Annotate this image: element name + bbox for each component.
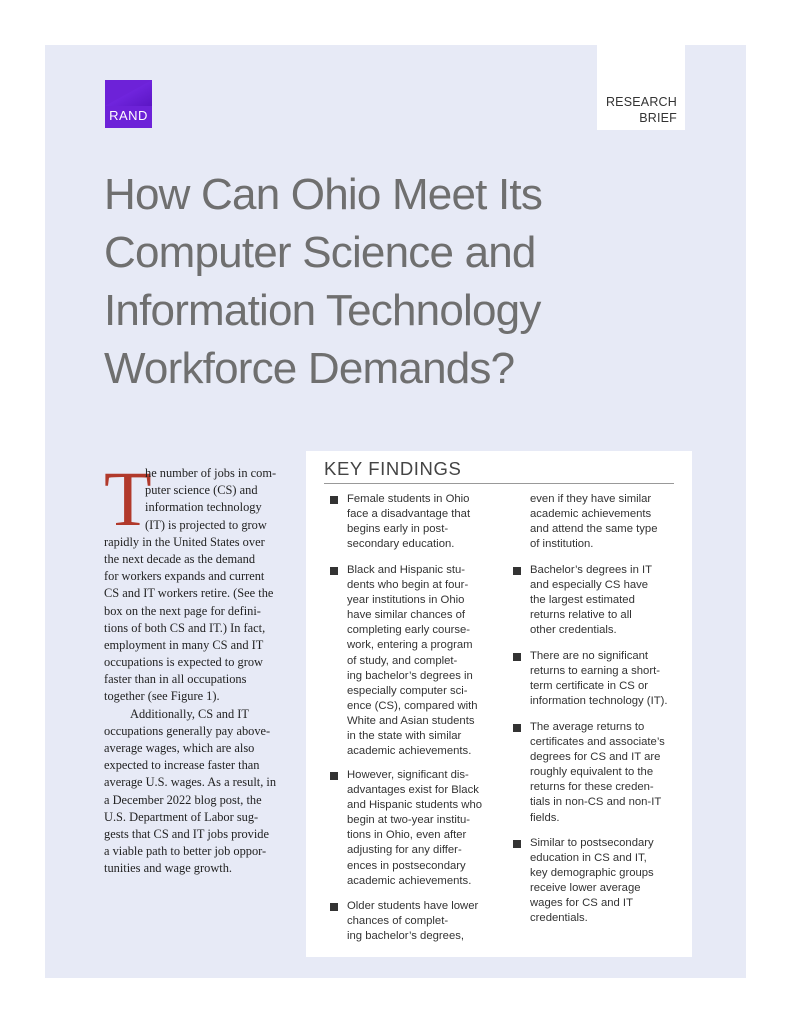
finding-continuation [530,492,658,552]
bullet-icon [513,724,521,732]
bullet-icon [330,772,338,780]
finding-line: certificates and associate’s [530,736,665,749]
finding-line: information technology (IT). [530,695,668,708]
intro-line: expected to increase faster than [104,758,260,773]
intro-line: employment in many CS and IT [104,637,264,652]
finding-line: in the state with similar [347,730,462,743]
finding-line: other credentials. [530,624,617,637]
finding-line: academic achievements [530,508,652,521]
title-line: Workforce Demands? [104,344,515,393]
title-line: Computer Science and [104,228,536,277]
finding-item [530,649,668,709]
intro-line: he number of jobs in com- [145,466,277,480]
finding-line: ences in postsecondary [347,859,466,872]
key-findings-heading: KEY FINDINGS [324,458,462,479]
tag-line-2: BRIEF [639,111,677,125]
title-line: Information Technology [104,286,541,335]
finding-line: returns relative to all [530,609,632,622]
intro-line: a December 2022 blog post, the [104,792,262,807]
finding-line: The average returns to [530,721,645,733]
bullet-icon [513,567,521,575]
intro-line: occupations generally pay above- [104,723,271,738]
finding-line: secondary education. [347,538,455,551]
intro-line: tions of both CS and IT.) In fact, [104,620,266,635]
finding-line: degrees for CS and IT are [530,751,661,764]
finding-line: Black and Hispanic stu- [347,564,466,576]
intro-line: occupations is expected to grow [104,655,263,670]
finding-line: ing bachelor’s degrees, [347,930,465,943]
finding-line: education in CS and IT, [530,852,647,865]
finding-item [347,492,470,552]
finding-line: tions in Ohio, even after [347,829,467,842]
rand-logo-text: RAND [109,108,148,123]
intro-line: the next decade as the demand [104,551,256,566]
finding-line: advantages exist for Black [347,784,479,797]
key-findings-rule [324,483,674,484]
finding-line: chances of complet- [347,915,449,928]
finding-line: dents who begin at four- [347,579,469,592]
intro-line: tunities and wage growth. [104,861,233,876]
finding-line: and attend the same type [530,523,658,536]
finding-item [347,563,478,759]
intro-line: (IT) is projected to grow [145,517,267,532]
bullet-icon [513,653,521,661]
finding-line: even if they have similar [530,493,652,505]
drop-cap: T [104,455,152,542]
finding-line: ing bachelor’s degrees in [347,669,473,682]
finding-line: have similar chances of [347,609,466,622]
intro-text [104,455,282,878]
finding-line: returns to earning a short- [530,665,660,678]
finding-line: the largest estimated [530,594,635,607]
finding-line: and especially CS have [530,579,649,592]
finding-line: wages for CS and IT [530,897,633,910]
intro-line: gests that CS and IT jobs provide [104,826,269,841]
finding-line: fields. [530,811,560,824]
intro-line: average U.S. wages. As a result, in [104,775,277,790]
finding-line: and Hispanic students who [347,799,483,812]
finding-line: White and Asian students [347,714,475,727]
finding-item [530,836,654,927]
page-title [104,166,664,398]
title-line: How Can Ohio Meet Its [104,170,543,219]
finding-line: completing early course- [347,624,471,637]
finding-line: work, entering a program [347,639,473,652]
finding-line: academic achievements. [347,874,472,887]
bullet-icon [513,840,521,848]
finding-line: of study, and complet- [347,654,458,667]
intro-line: information technology [145,500,262,515]
finding-line: of institution. [530,538,594,551]
finding-line: receive lower average [530,882,641,895]
finding-item [347,899,478,944]
bullet-icon [330,567,338,575]
finding-line: begin at two-year institu- [347,814,471,827]
finding-line: year institutions in Ohio [347,594,465,607]
finding-line: roughly equivalent to the [530,766,654,779]
finding-line: academic achievements. [347,745,472,758]
finding-item [530,563,652,638]
finding-line: adjusting for any differ- [347,844,462,857]
intro-line: Additionally, CS and IT [130,706,249,721]
finding-line: ence (CS), compared with [347,699,478,712]
bullet-icon [330,496,338,504]
finding-item [530,720,665,826]
intro-line: a viable path to better job oppor- [104,844,267,859]
finding-line: There are no significant [530,650,649,662]
intro-line: faster than in all occupations [104,672,247,687]
finding-line: However, significant dis- [347,769,469,781]
finding-line: returns for these creden- [530,781,654,794]
finding-line: Similar to postsecondary [530,837,654,849]
finding-line: face a disadvantage that [347,508,471,521]
research-brief-tag [597,45,685,130]
finding-line: begins early in post- [347,523,449,536]
intro-line: U.S. Department of Labor sug- [104,809,259,824]
intro-line: rapidly in the United States over [104,534,265,549]
finding-line: credentials. [530,912,588,925]
finding-line: key demographic groups [530,867,654,880]
finding-line: tials in non-CS and non-IT [530,796,662,809]
intro-line: for workers expands and current [104,569,265,584]
tag-line-1: RESEARCH [605,95,677,109]
intro-line: box on the next page for defini- [104,603,261,618]
finding-line: especially computer sci- [347,684,468,697]
intro-line: average wages, which are also [104,741,255,755]
intro-line: puter science (CS) and [145,483,258,498]
finding-line: Female students in Ohio [347,493,470,505]
intro-line: CS and IT workers retire. (See the [104,586,274,601]
finding-line: term certificate in CS or [530,680,649,693]
intro-line: together (see Figure 1). [104,689,220,704]
finding-line: Older students have lower [347,900,479,912]
finding-line: Bachelor’s degrees in IT [530,564,653,576]
finding-item [347,768,482,889]
bullet-icon [330,903,338,911]
